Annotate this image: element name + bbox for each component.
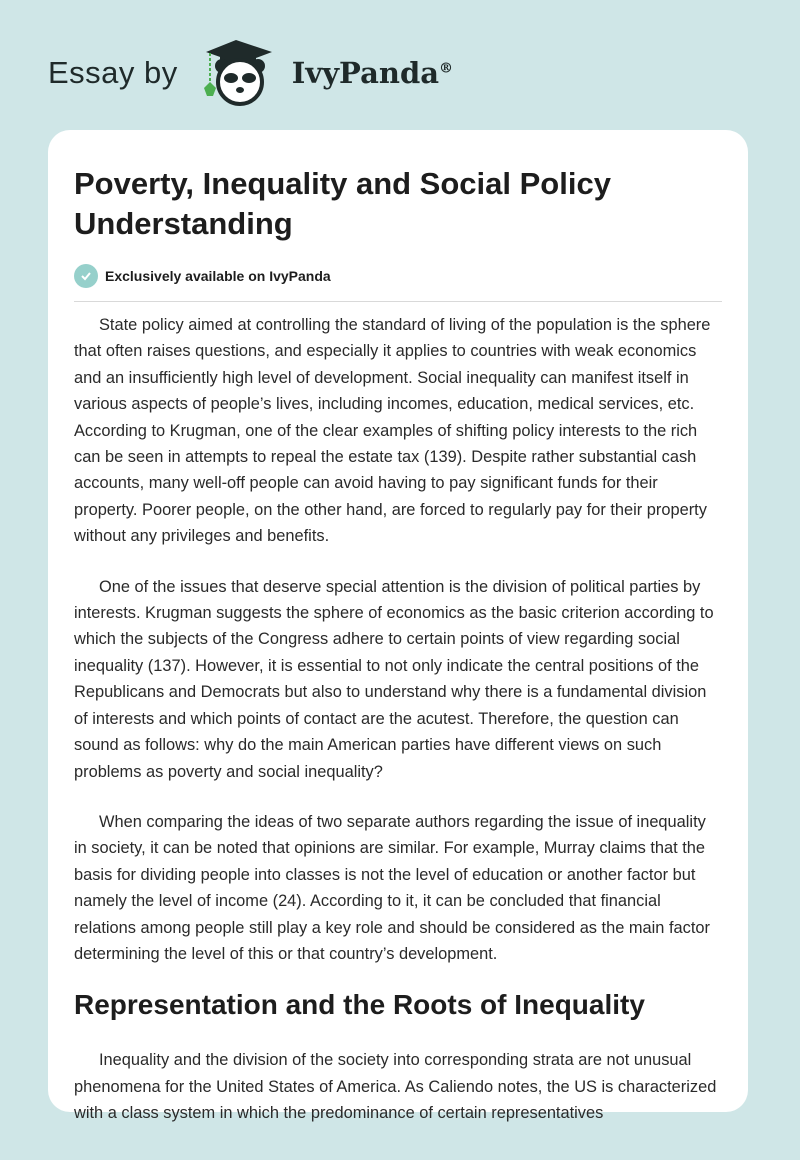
brand-name[interactable] (292, 56, 453, 90)
essay-card (48, 130, 748, 1123)
registered-mark: ® (439, 60, 454, 77)
essay-by-label: Essay by (48, 55, 178, 90)
paragraph: When comparing the ideas of two separate authors regarding the issue of inequality in society, it can be noted that opinions are similar. For example, Murray claims that the basis for dividing people into classes is not the level of education or another factor but namely the level of income (24). According to it, it can be concluded that financial relations among people still play a key role and should be considered as the main factor determining the level of this or that country’s development. (74, 812, 710, 963)
page-title: Poverty, Inequality and Social Policy Understanding (74, 166, 611, 241)
checkmark-icon (74, 264, 98, 288)
panda-graduation-cap-icon[interactable] (196, 38, 286, 108)
divider (74, 301, 722, 302)
paragraph: Inequality and the division of the society into corresponding strata are not unusual phenomena for the United States of America. As Caliendo notes, the US is characterized with a class system in which the predominance of certain representatives (74, 1051, 717, 1123)
site-header (48, 38, 453, 108)
paragraph: State policy aimed at controlling the standard of living of the population is the sphere that often raises questions, and especially it applies to countries with weak economics and an insufficiently high level of development. Social inequality can manifest itself in various aspects of people’s lives, including incomes, education, medical services, etc. According to Krugman, one of the clear examples of shifting policy interests to the rich can be seen in attempts to repeal the estate tax (139). Despite rather substantial cash accounts, many well-off people can avoid having to pay significant funds for their property. Poorer people, on the other hand, are forced to regularly pay for their property without any privileges and benefits. (74, 316, 711, 546)
paragraph: One of the issues that deserve special attention is the division of political parties by interests. Krugman suggests the sphere of economics as the basic criterion according to which the subjects of the Congress adhere to certain points of view regarding social inequality (137). However, it is essential to not only indicate the central positions of the Republicans and Democrats but also to understand why there is a fundamental division of interests and which points of contact are the acutest. Therefore, the question can sound as follows: why do the main American parties have different views on such problems as poverty and social inequality? (74, 577, 714, 781)
section-heading: Representation and the Roots of Inequality (74, 989, 645, 1021)
exclusive-badge (74, 262, 722, 290)
brand-text: IvyPanda (291, 56, 440, 90)
badge-text: Exclusively available on IvyPanda (105, 268, 331, 284)
